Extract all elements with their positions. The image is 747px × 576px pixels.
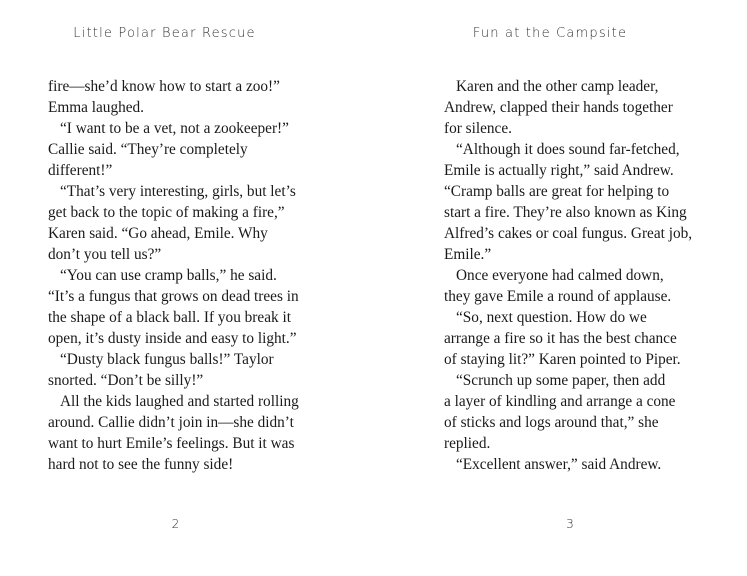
- text-line: the shape of a black ball. If you break it: [48, 309, 291, 326]
- left-page: [0, 0, 373, 576]
- text-line: around. Callie didn’t join in—she didn’t: [48, 414, 294, 431]
- text-line: get back to the topic of making a fire,”: [48, 204, 285, 221]
- text-line: of staying lit?” Karen pointed to Piper.: [444, 351, 681, 368]
- text-line: “So, next question. How do we: [456, 309, 647, 326]
- text-line: Karen said. “Go ahead, Emile. Why: [48, 225, 268, 242]
- text-line: All the kids laughed and started rolling: [60, 393, 299, 410]
- text-line: “Excellent answer,” said Andrew.: [456, 456, 662, 473]
- text-line: start a fire. They’re also known as King: [444, 204, 687, 221]
- text-line: hard not to see the funny side!: [48, 456, 234, 473]
- text-line: Once everyone had calmed down,: [456, 267, 664, 284]
- text-line: Alfred’s cakes or coal fungus. Great job,: [444, 225, 693, 242]
- text-line: “That’s very interesting, girls, but let’s: [60, 183, 296, 200]
- text-line: “Scrunch up some paper, then add: [456, 372, 666, 389]
- text-line: fire—she’d know how to start a zoo!”: [48, 78, 280, 95]
- text-line: Callie said. “They’re completely: [48, 141, 248, 158]
- text-line: Andrew, clapped their hands together: [444, 99, 673, 116]
- text-line: Karen and the other camp leader,: [456, 78, 659, 95]
- text-line: “I want to be a vet, not a zookeeper!”: [60, 120, 289, 137]
- text-line: Emile.”: [444, 246, 492, 263]
- text-line: of sticks and logs around that,” she: [444, 414, 659, 431]
- text-line: for silence.: [444, 120, 512, 137]
- text-line: a layer of kindling and arrange a cone: [444, 393, 676, 410]
- text-line: “Cramp balls are great for helping to: [444, 183, 670, 200]
- text-line: “You can use cramp balls,” he said.: [60, 267, 277, 284]
- running-head-chapter-title: Fun at the Campsite: [472, 26, 628, 41]
- left-page-body: [48, 76, 316, 475]
- text-line: “Dusty black fungus balls!” Taylor: [60, 351, 274, 368]
- text-line: snorted. “Don’t be silly!”: [48, 372, 204, 389]
- text-line: different!”: [48, 162, 113, 179]
- text-line: they gave Emile a round of applause.: [444, 288, 672, 305]
- right-page: [373, 0, 747, 576]
- page-number: 3: [566, 517, 574, 531]
- text-line: Emma laughed.: [48, 99, 145, 116]
- text-line: “Although it does sound far-fetched,: [456, 141, 680, 158]
- text-line: Emile is actually right,” said Andrew.: [444, 162, 674, 179]
- right-page-body: [444, 76, 712, 475]
- text-line: don’t you tell us?”: [48, 246, 162, 263]
- text-line: want to hurt Emile’s feelings. But it was: [48, 435, 295, 452]
- running-head-book-title: Little Polar Bear Rescue: [73, 26, 256, 41]
- text-line: “It’s a fungus that grows on dead trees in: [48, 288, 299, 305]
- text-line: open, it’s dusty inside and easy to light.”: [48, 330, 297, 347]
- page-number: 2: [171, 517, 180, 531]
- text-line: arrange a fire so it has the best chance: [444, 330, 677, 347]
- text-line: replied.: [444, 435, 491, 452]
